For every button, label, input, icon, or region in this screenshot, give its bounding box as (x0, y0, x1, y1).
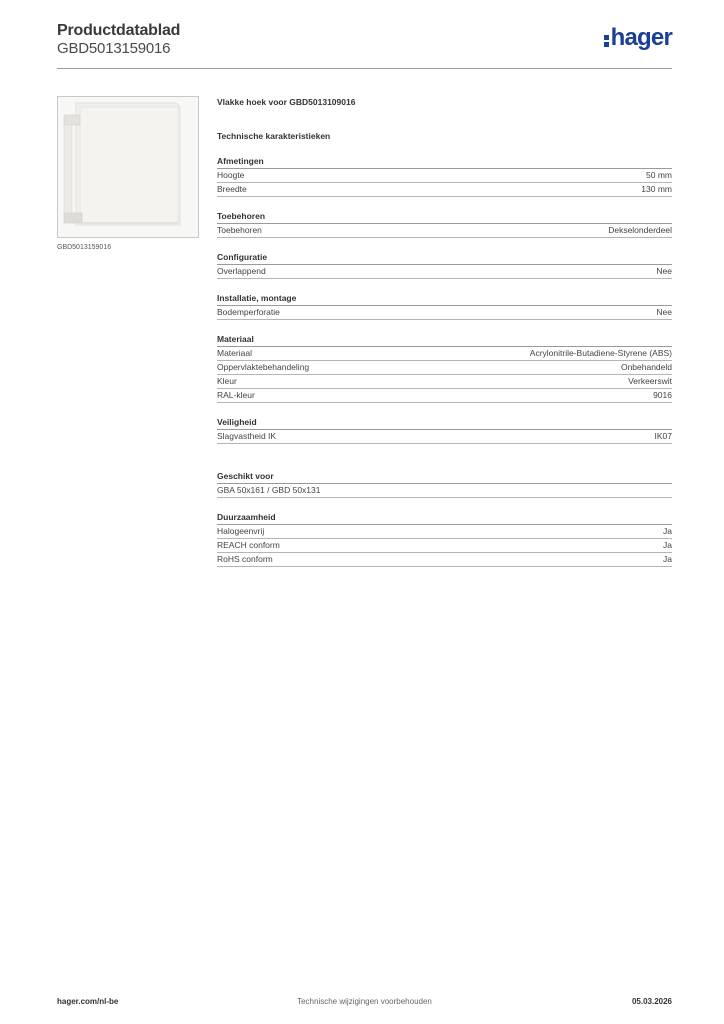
spec-group-veiligheid (217, 417, 672, 444)
spec-row (217, 306, 672, 320)
spec-label: RAL-kleur (217, 390, 255, 400)
group-title: Configuratie (217, 252, 672, 265)
spec-label: Oppervlaktebehandeling (217, 362, 310, 372)
spec-value: Onbehandeld (620, 362, 672, 372)
spec-row (217, 484, 672, 498)
spec-label: RoHS conform (217, 554, 273, 564)
spec-label: Halogeenvrij (217, 526, 265, 536)
group-title: Afmetingen (217, 156, 672, 169)
spec-group-installatie (217, 293, 672, 320)
spec-row (217, 183, 672, 197)
spec-group-duurzaamheid (217, 512, 672, 567)
document-title: Productdatablad (57, 22, 181, 39)
spec-group-toebehoren (217, 211, 672, 238)
product-code: GBD5013159016 (57, 40, 171, 57)
header-divider (57, 68, 672, 69)
spec-label: Toebehoren (217, 225, 262, 235)
logo-colon-icon (604, 27, 610, 49)
spec-label: REACH conform (217, 540, 280, 550)
spec-label: Overlappend (217, 266, 266, 276)
spec-value: 130 mm (641, 184, 672, 194)
spec-group-geschikt-voor (217, 471, 672, 498)
spec-label: Slagvastheid IK (217, 431, 277, 441)
spec-row (217, 169, 672, 183)
spec-value: Ja (663, 554, 672, 564)
spec-row (217, 525, 672, 539)
spec-row (217, 361, 672, 375)
group-title: Installatie, montage (217, 293, 672, 306)
group-title: Geschikt voor (217, 471, 672, 484)
spec-value: Nee (656, 266, 672, 276)
spec-label: Kleur (217, 376, 237, 386)
spec-group-configuratie (217, 252, 672, 279)
flat-corner-illustration (58, 97, 198, 237)
group-title: Veiligheid (217, 417, 672, 430)
spec-row (217, 553, 672, 567)
spec-value: IK07 (654, 431, 672, 441)
logo-text: hager (610, 24, 672, 51)
spec-value: Verkeerswit (628, 376, 672, 386)
spec-value: Ja (663, 526, 672, 536)
spec-value: Acrylonitrile-Butadiene-Styrene (ABS) (529, 348, 672, 358)
group-title: Materiaal (217, 334, 672, 347)
spec-value: Nee (656, 307, 672, 317)
spec-label: GBA 50x161 / GBD 50x131 (217, 485, 321, 495)
product-specifications (217, 92, 672, 567)
spec-row (217, 224, 672, 238)
group-title: Toebehoren (217, 211, 672, 224)
spec-row (217, 539, 672, 553)
spec-row (217, 430, 672, 444)
footer-website-link[interactable]: hager.com/nl-be (57, 997, 119, 1006)
spec-label: Materiaal (217, 348, 252, 358)
spec-label: Bodemperforatie (217, 307, 280, 317)
document-footer (57, 997, 672, 1011)
technical-heading: Technische karakteristieken (217, 131, 331, 141)
spec-row (217, 265, 672, 279)
spec-row (217, 389, 672, 403)
product-name: Vlakke hoek voor GBD5013109016 (217, 97, 356, 107)
spec-label: Hoogte (217, 170, 245, 180)
document-header (57, 18, 672, 68)
spec-label: Breedte (217, 184, 247, 194)
spec-group-afmetingen (217, 156, 672, 197)
footer-disclaimer: Technische wijzigingen voorbehouden (297, 997, 432, 1006)
group-title: Duurzaamheid (217, 512, 672, 525)
spec-group-materiaal (217, 334, 672, 403)
spec-row (217, 375, 672, 389)
product-image (57, 96, 199, 238)
spec-value: 9016 (653, 390, 672, 400)
image-caption: GBD5013159016 (57, 244, 112, 251)
spec-value: Ja (663, 540, 672, 550)
spec-value: 50 mm (646, 170, 672, 180)
hager-logo (604, 24, 672, 52)
spec-value: Dekselonderdeel (608, 225, 672, 235)
spec-row (217, 347, 672, 361)
footer-date: 05.03.2026 (631, 997, 672, 1006)
